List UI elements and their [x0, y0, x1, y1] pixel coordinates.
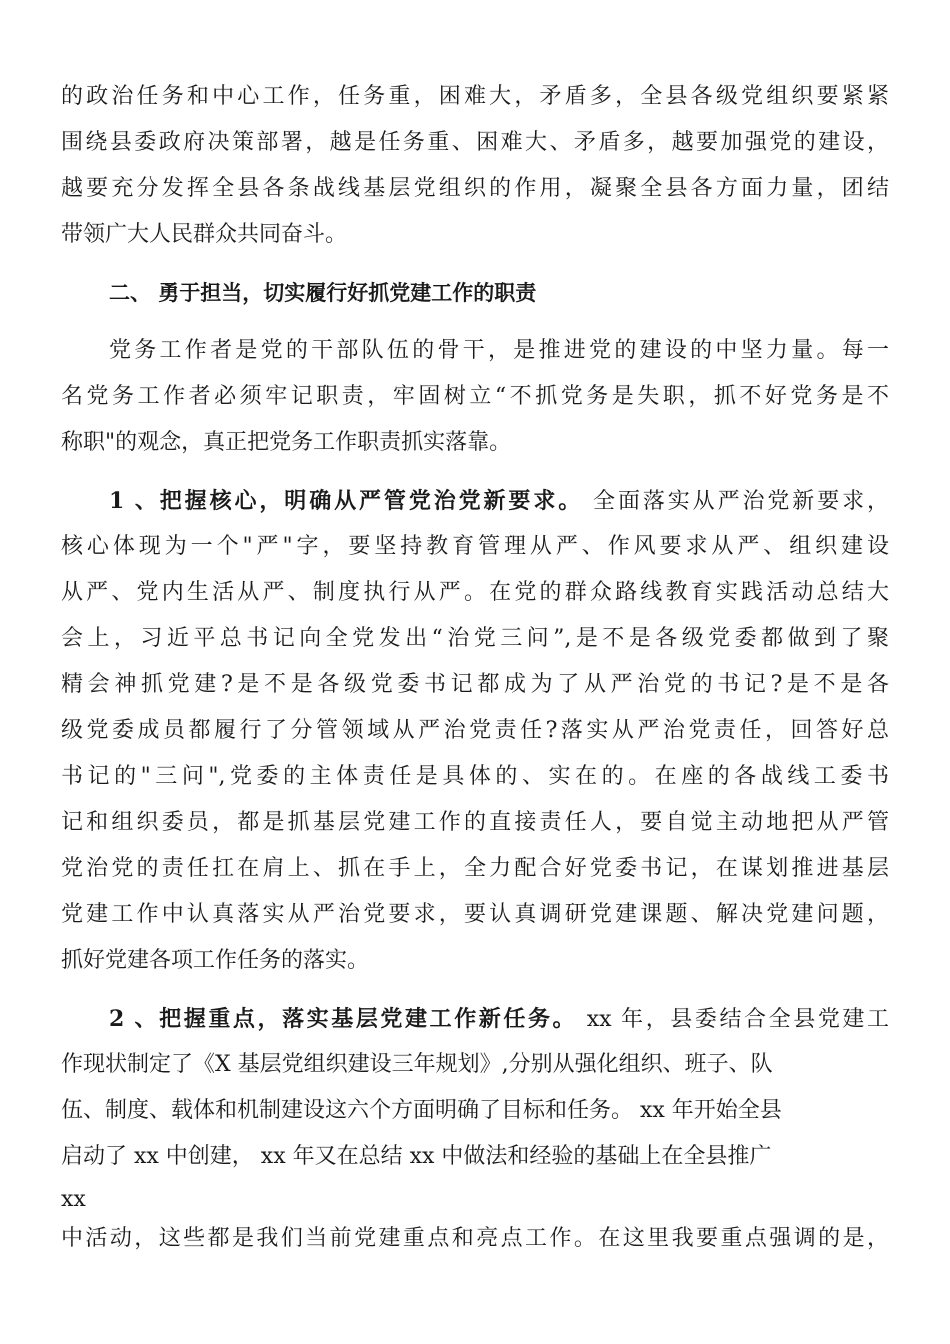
section-heading: 二、 勇于担当，切实履行好抓党建工作的职责: [109, 281, 537, 305]
point-1-paragraph: [61, 478, 889, 984]
text-line: 党务工作者是党的干部队伍的骨干，是推进党的建设的中坚力量。每一: [109, 338, 889, 363]
text-line: 越要充分发挥全县各条战线基层党组织的作用，凝聚全县各方面力量，团结: [61, 176, 889, 201]
text-line: 精会神抓党建?是不是各级党委书记都成为了从严治党的书记?是不是各: [61, 672, 889, 697]
point-2-lead-text: xx 年，县委结合全县党建工: [577, 1007, 889, 1032]
text-line: 抓好党建各项工作任务的落实。: [61, 948, 370, 973]
point-1-lead-text: 全面落实从严治党新要求，: [583, 489, 890, 514]
point-lead-line: [61, 478, 889, 524]
text-line: 伍、制度、载体和机制建设这六个方面明确了目标和任务。 xx 年开始全县: [61, 1098, 782, 1123]
text-line: 会上，习近平总书记向全党发出“治党三问”,是不是各级党委都做到了聚: [61, 626, 889, 651]
point-2-title: 2 、把握重点，落实基层党建工作新任务。: [109, 1006, 578, 1032]
text-line: 的政治任务和中心工作，任务重，困难大，矛盾多，全县各级党组织要紧紧: [61, 84, 889, 109]
text-line: 启动了 xx 中创建， xx 年又在总结 xx 中做法和经验的基础上在全县推广: [61, 1144, 772, 1169]
text-line: 级党委成员都履行了分管领域从严治党责任?落实从严治党责任，回答好总: [61, 718, 889, 743]
paragraph-duties: [61, 328, 889, 466]
text-line: 从严、党内生活从严、制度执行从严。在党的群众路线教育实践活动总结大: [61, 580, 889, 605]
text-line: 名党务工作者必须牢记职责，牢固树立“不抓党务是失职，抓不好党务是不: [61, 384, 889, 409]
text-line: 记和组织委员，都是抓基层党建工作的直接责任人，要自觉主动地把从严管: [61, 810, 889, 835]
point-lead-line: [61, 996, 889, 1042]
point-2-paragraph: [61, 996, 889, 1262]
text-line: 核心体现为一个"严"字，要坚持教育管理从严、作风要求从严、组织建设: [61, 534, 889, 559]
text-line: 带领广大人民群众共同奋斗。: [61, 222, 348, 247]
text-line: 党治党的责任扛在肩上、抓在手上，全力配合好党委书记，在谋划推进基层: [61, 856, 889, 881]
text-line: 称职"的观念，真正把党务工作职责抓实落靠。: [61, 430, 512, 455]
document-page: [61, 74, 889, 1262]
text-line: xx: [61, 1187, 86, 1212]
text-line: 围绕县委政府决策部署，越是任务重、困难大、矛盾多，越要加强党的建设，: [61, 130, 889, 155]
text-line: 中活动，这些都是我们当前党建重点和亮点工作。在这里我要重点强调的是，: [61, 1226, 889, 1251]
text-line: 党建工作中认真落实从严治党要求，要认真调研党建课题、解决党建问题，: [61, 902, 889, 927]
point-1-title: 1 、把握核心，明确从严管党治党新要求。: [109, 488, 584, 514]
paragraph-continued: [61, 74, 889, 258]
text-line: 书记的"三问",党委的主体责任是具体的、实在的。在座的各战线工委书: [61, 764, 889, 789]
text-line: 作现状制定了《X 基层党组织建设三年规划》,分别从强化组织、班子、队: [61, 1052, 773, 1077]
